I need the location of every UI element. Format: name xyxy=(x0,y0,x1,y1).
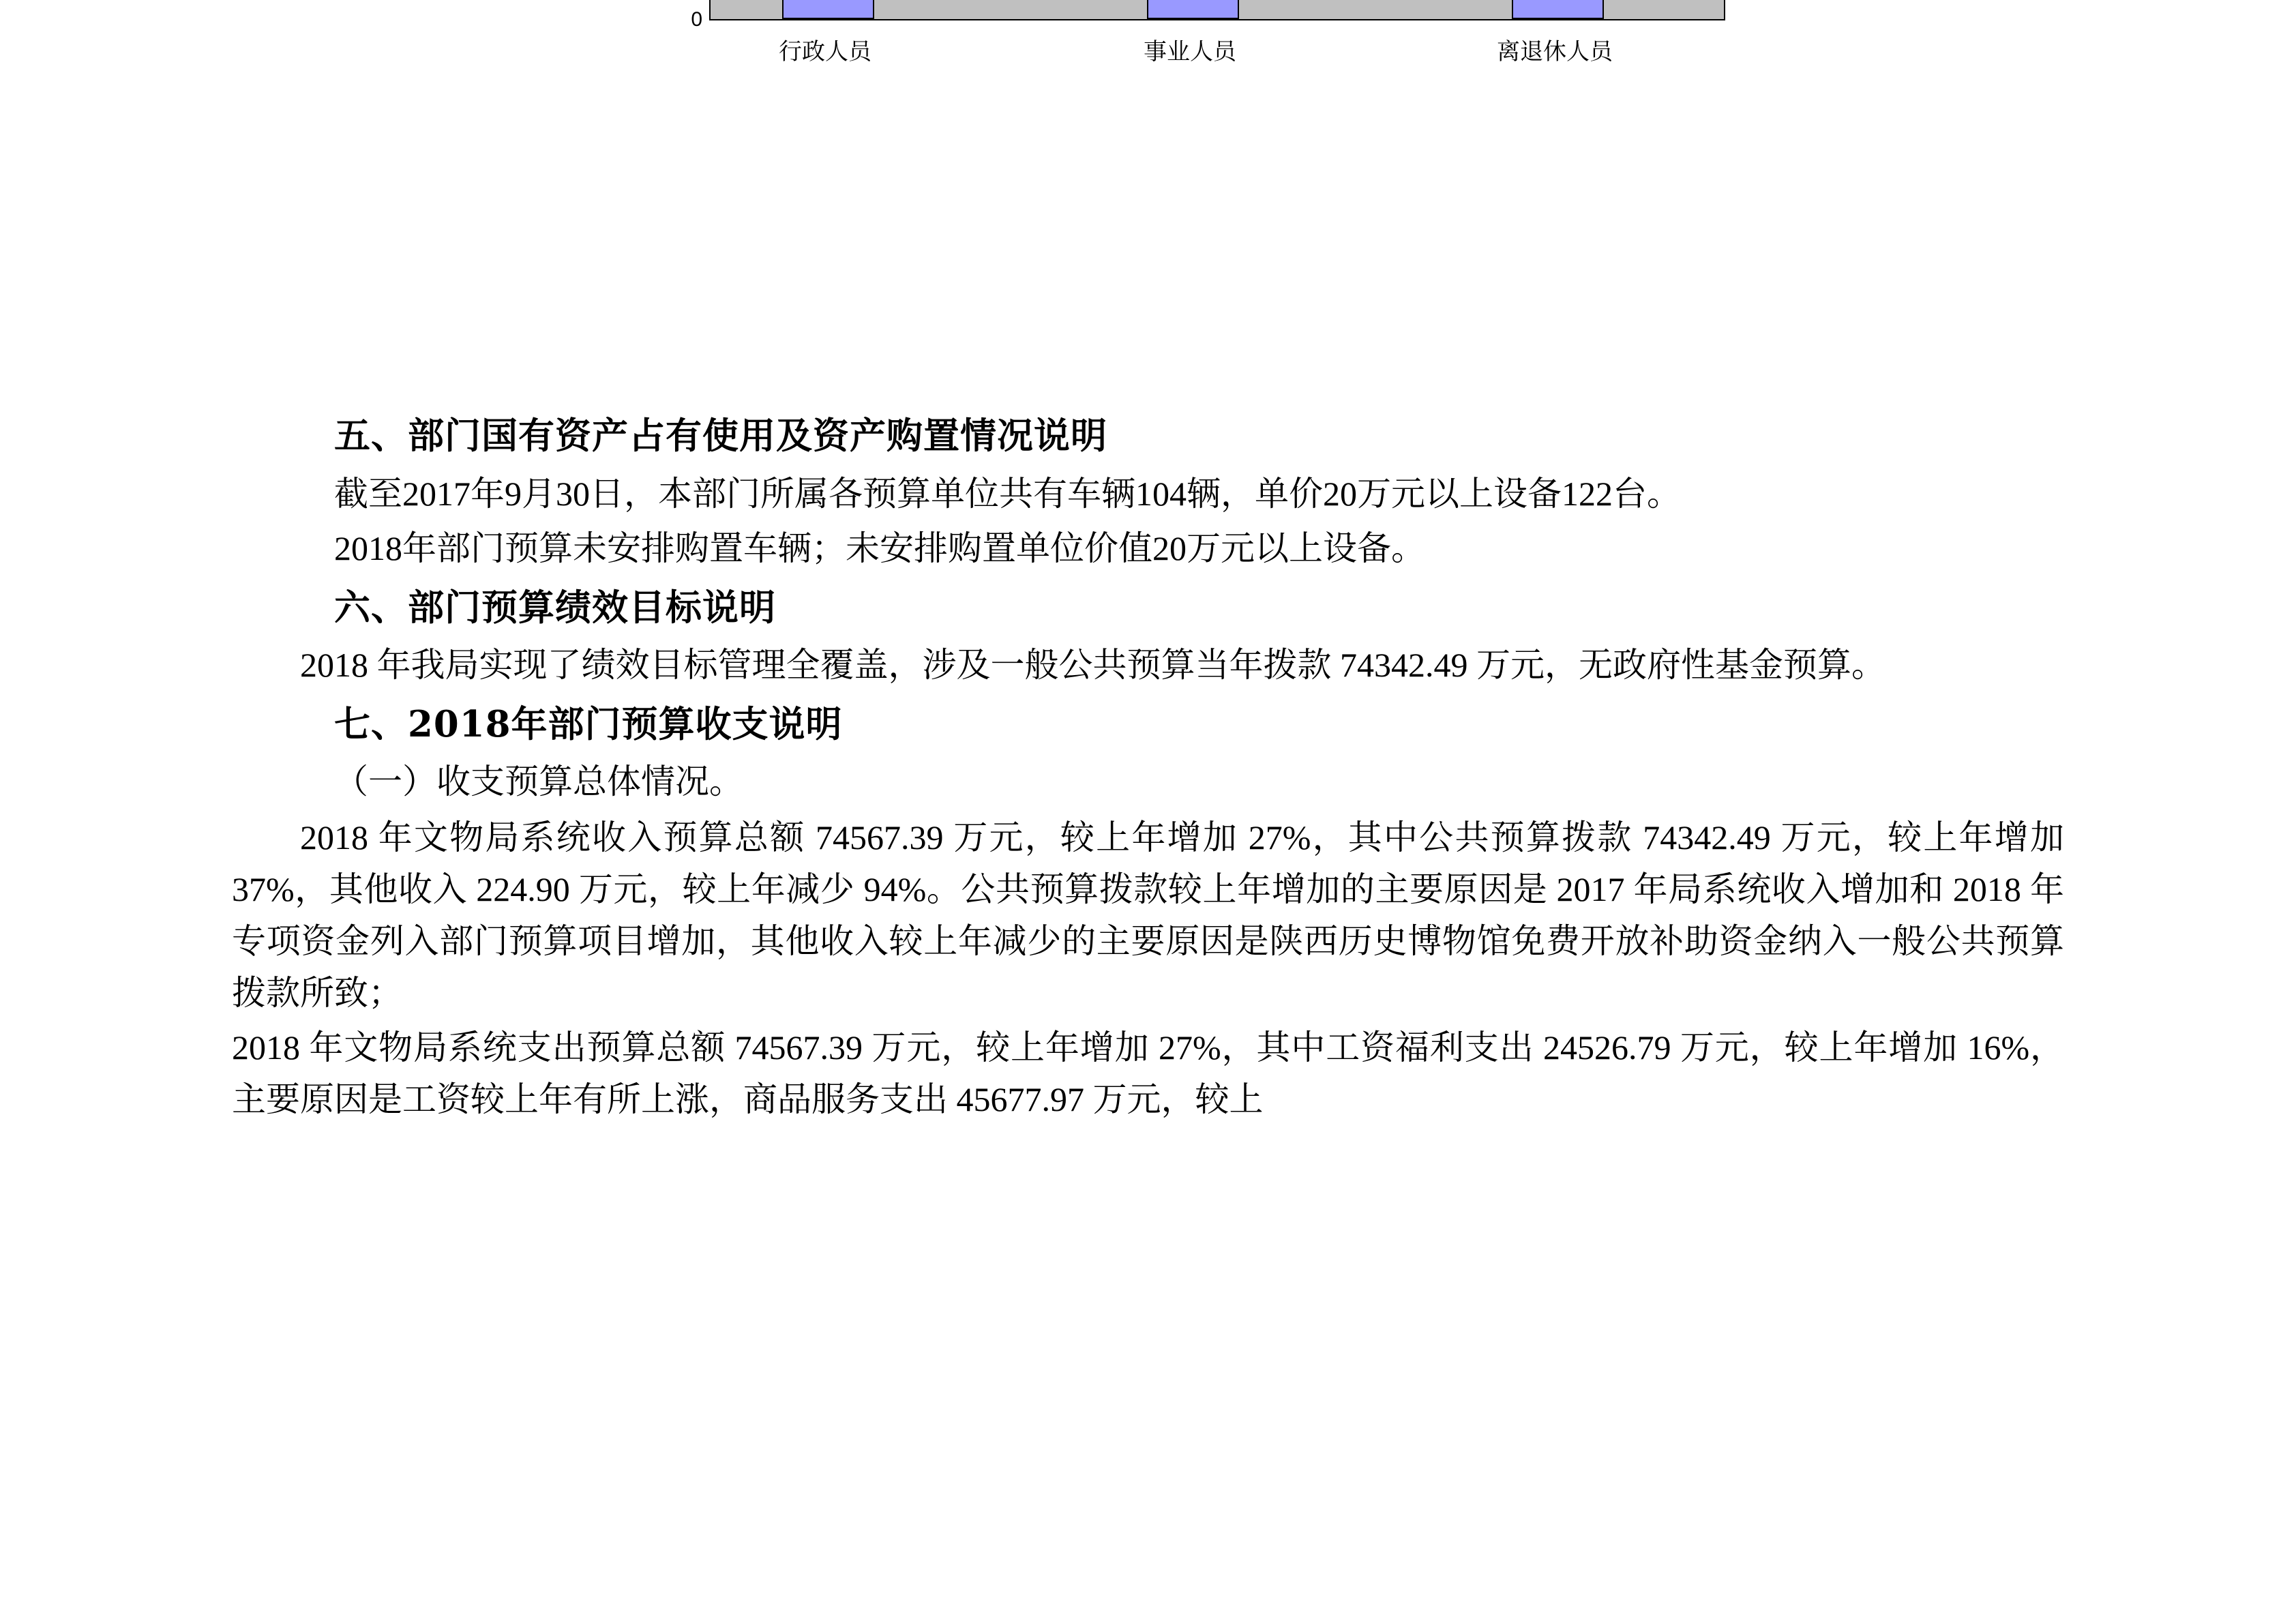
document-body xyxy=(0,409,2296,1132)
y-tick-0: 0 xyxy=(691,8,702,31)
section-six xyxy=(0,581,2296,691)
section-seven xyxy=(0,698,2296,1125)
section-seven-paragraph-1: 2018 年文物局系统收入预算总额 74567.39 万元，较上年增加 27%，其中公共预算拨款 74342.49 万元，较上年增加 37%，其他收入 224.90 万元，较上年减少 94%。公共预算拨款较上年增加的主要原因是 2017 年局系统收入增加和 2018 年专项资金列入部门预算项目增加，其他收入较上年减少的主要原因是陕西历史博物馆免费开放补助资金纳入一般公共预算拨款所致； xyxy=(232,818,2064,1012)
bar-shiye xyxy=(1147,0,1239,19)
section-seven-paragraph-2: 2018 年文物局系统支出预算总额 74567.39 万元，较上年增加 27%，其中工资福利支出 24526.79 万元，较上年增加 16%，主要原因是工资较上年有所上涨，商品服务支出 45677.97 万元，较上 xyxy=(232,1028,2064,1118)
x-label-xingzheng: 行政人员 xyxy=(779,39,871,65)
section-six-heading: 六、部门预算绩效目标说明 xyxy=(334,586,776,629)
bar-lituixiu xyxy=(1512,0,1604,19)
chart-plot-area xyxy=(709,0,1725,20)
section-seven-heading: 七、2018年部门预算收支说明 xyxy=(334,703,843,745)
section-five-paragraph-2: 2018年部门预算未安排购置车辆；未安排购置单位价值20万元以上设备。 xyxy=(334,528,1425,567)
section-six-paragraph-1: 2018 年我局实现了绩效目标管理全覆盖，涉及一般公共预算当年拨款 74342.49 万元，无政府性基金预算。 xyxy=(300,646,1885,684)
section-five-heading: 五、部门国有资产占有使用及资产购置情况说明 xyxy=(334,415,1107,457)
bar-xingzheng xyxy=(782,0,874,19)
section-seven-subheading: （一）收支预算总体情况。 xyxy=(334,762,743,801)
section-five xyxy=(0,409,2296,574)
staff-bar-chart xyxy=(320,0,1613,321)
section-five-paragraph-1: 截至2017年9月30日，本部门所属各预算单位共有车辆104辆，单价20万元以上设备122台。 xyxy=(334,474,1681,513)
x-label-shiye: 事业人员 xyxy=(1144,39,1236,65)
x-label-lituixiu: 离退休人员 xyxy=(1497,39,1613,65)
